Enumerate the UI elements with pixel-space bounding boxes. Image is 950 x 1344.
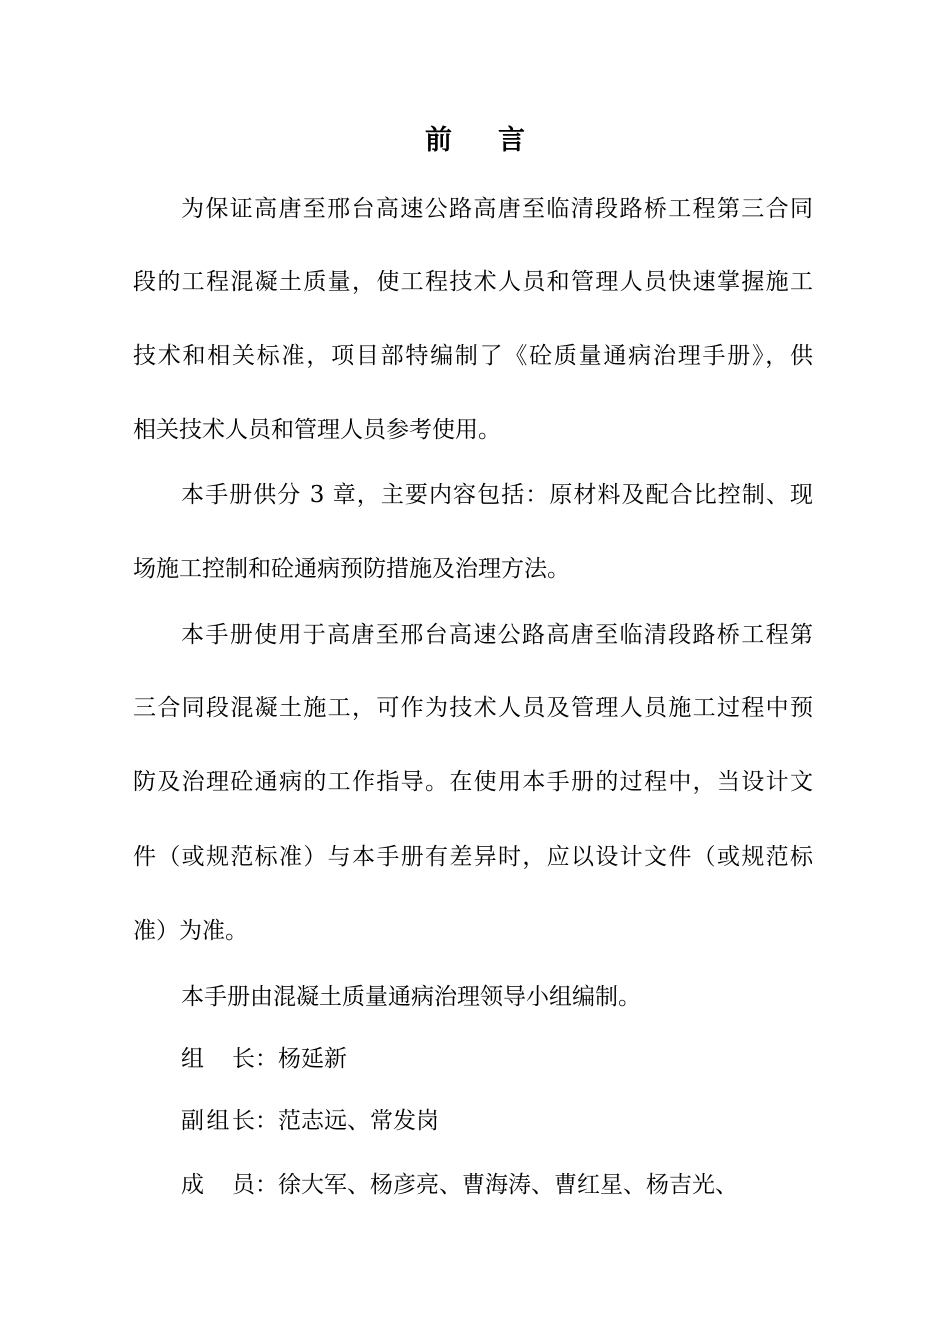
team-leader-sep: ：: [255, 1046, 278, 1072]
paragraph-1-line-1: 为保证高唐至邢台高速公路高唐至临清段路桥工程第三合同: [181, 196, 813, 222]
team-leader-label: 组 长: [181, 1046, 255, 1072]
team-deputy-names: 范志远、常发岗: [278, 1108, 439, 1134]
team-members-label: 成 员: [181, 1172, 255, 1198]
paragraph-1-line-4: 相关技术人员和管理人员参考使用。: [133, 417, 501, 443]
team-members-names: 徐大军、杨彦亮、曹海涛、曹红星、杨吉光、: [278, 1172, 738, 1198]
title-char-2: 言: [498, 125, 525, 156]
team-deputy-row: [181, 1106, 813, 1136]
paragraph-2-line-2: 场施工控制和砼通病预防措施及治理方法。: [133, 556, 570, 582]
paragraph-1-line-2: 段的工程混凝土质量，使工程技术人员和管理人员快速掌握施工: [133, 269, 813, 295]
paragraph-3-line-3: 防及治理砼通病的工作指导。在使用本手册的过程中，当设计文: [133, 769, 813, 795]
team-leader-row: [181, 1044, 813, 1074]
title-char-1: 前: [425, 125, 452, 156]
page-title: [0, 118, 950, 157]
paragraph-3-line-5: 准）为准。: [133, 918, 248, 944]
team-leader-names: 杨延新: [278, 1046, 347, 1072]
paragraph-3-line-4: 件（或规范标准）与本手册有差异时，应以设计文件（或规范标: [133, 844, 813, 870]
team-members-sep: ：: [255, 1172, 278, 1198]
team-deputy-sep: ：: [255, 1108, 278, 1134]
paragraph-3-line-2: 三合同段混凝土施工，可作为技术人员及管理人员施工过程中预: [133, 695, 813, 721]
paragraph-2-line-1: 本手册供分 3 章，主要内容包括：原材料及配合比控制、现: [181, 482, 813, 508]
paragraph-3-line-1: 本手册使用于高唐至邢台高速公路高唐至临清段路桥工程第: [181, 622, 813, 648]
paragraph-4: 本手册由混凝土质量通病治理领导小组编制。: [181, 984, 641, 1010]
team-deputy-label: 副组长: [181, 1108, 255, 1134]
paragraph-1-line-3: 技术和相关标准，项目部特编制了《砼质量通病治理手册》，供: [133, 343, 813, 369]
team-members-row: [181, 1170, 813, 1200]
